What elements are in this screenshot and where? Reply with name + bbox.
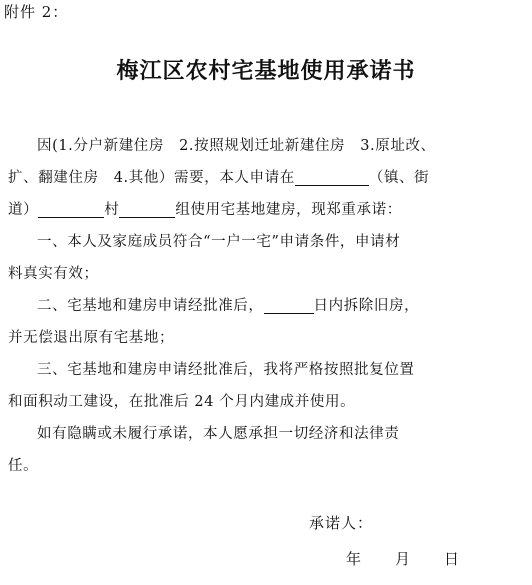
text-segment: 扩、翻建住房 4.其他）需要，本人申请在 [8, 170, 295, 186]
document-title: 梅江区农村宅基地使用承诺书 [116, 58, 416, 84]
text-line: 因(1.分户新建住房 2.按照规划迁址新建住房 3.原址改、 [37, 138, 436, 154]
text-line: 和面积动工建设，在批准后 24 个月内建成并使用。 [8, 394, 356, 410]
date-day-label: 日 [444, 550, 460, 568]
text-line: 三、宅基地和建房申请经批准后，我将严格按照批复位置 [37, 362, 415, 378]
township-blank [295, 167, 369, 186]
text-line [8, 194, 520, 226]
text-line: 一、本人及家庭成员符合“一户一宅”申请条件，申请材 [37, 234, 401, 250]
paragraph-liability [8, 418, 520, 482]
village-blank [38, 199, 104, 218]
text-line [8, 290, 520, 322]
signature-label: 承诺人： [309, 514, 374, 532]
paragraph-reason [8, 130, 520, 226]
days-blank [264, 295, 314, 314]
attachment-label: 附件 2： [4, 3, 69, 21]
text-line: 如有隐瞒或未履行承诺，本人愿承担一切经济和法律责 [37, 426, 400, 442]
date-month-label: 月 [395, 550, 411, 568]
paragraph-item-three [8, 354, 520, 418]
text-segment: 道） [8, 202, 39, 218]
document-body [8, 130, 520, 482]
text-segment: 二、宅基地和建房申请经批准后， [37, 298, 264, 314]
text-segment: （镇、街 [368, 170, 430, 186]
text-line: 料真实有效； [8, 266, 99, 282]
text-line [8, 162, 520, 194]
text-segment: 村 [104, 202, 120, 218]
paragraph-item-two [8, 290, 520, 354]
paragraph-item-one [8, 226, 520, 290]
date-year-label: 年 [346, 550, 362, 568]
text-line: 任。 [8, 458, 39, 474]
text-segment: 日内拆除旧房， [313, 298, 420, 314]
text-line: 并无偿退出原有宅基地； [8, 330, 175, 346]
group-blank [119, 199, 175, 218]
text-segment: 组使用宅基地建房，现郑重承诺： [175, 202, 402, 218]
